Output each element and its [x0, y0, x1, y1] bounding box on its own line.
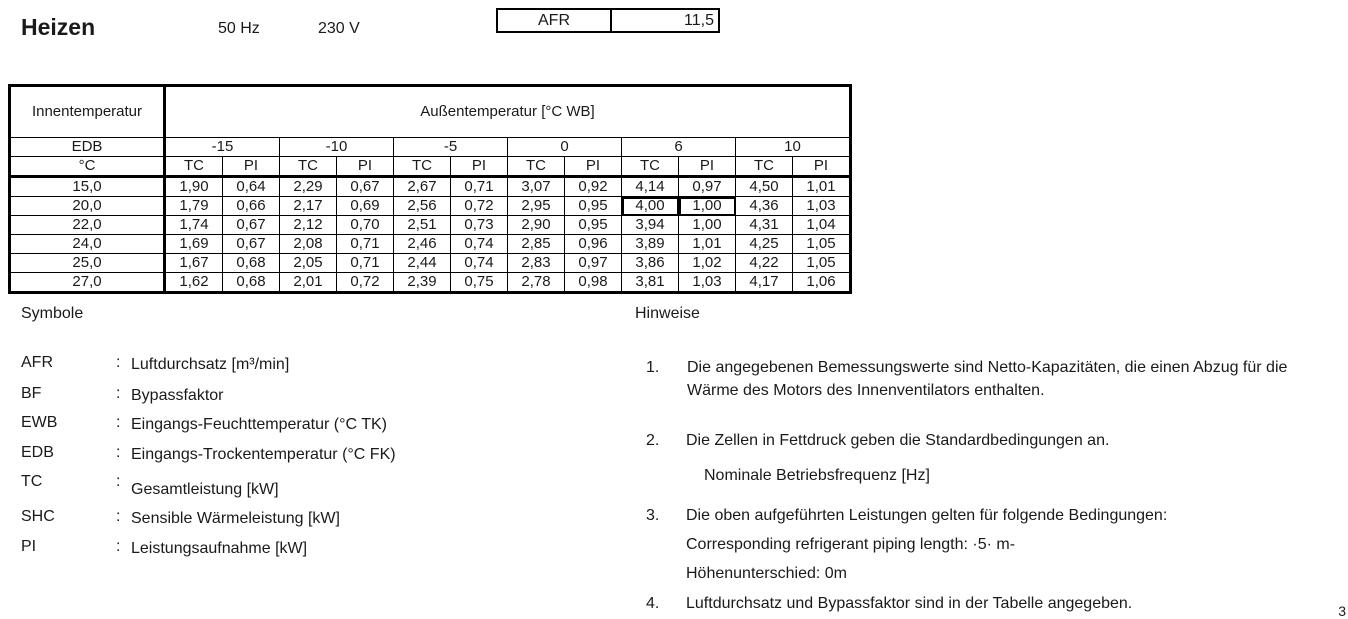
symbol-colon: :: [116, 414, 121, 431]
tc-cell: 2,95: [508, 197, 565, 216]
pi-cell: 0,98: [565, 273, 622, 293]
note-2-text: Die Zellen in Fettdruck geben die Standardbedingungen an.: [686, 432, 1110, 449]
symbol-description: Leistungsaufnahme [kW]: [131, 540, 308, 557]
note-1-number: 1.: [646, 359, 660, 376]
tc-cell: 4,14: [622, 177, 679, 197]
symbol-colon: :: [116, 354, 121, 371]
pi-cell: 0,97: [679, 177, 736, 197]
pi-cell: 0,70: [337, 216, 394, 235]
pi-cell: 0,73: [451, 216, 508, 235]
tc-cell: 2,44: [394, 254, 451, 273]
tc-cell: 1,79: [165, 197, 223, 216]
tc-cell: 2,01: [280, 273, 337, 293]
symbol-abbr: TC: [21, 473, 43, 490]
pi-cell: 0,96: [565, 235, 622, 254]
pi-cell: 0,71: [337, 235, 394, 254]
tc-cell: 4,17: [736, 273, 793, 293]
tc-cell: 1,69: [165, 235, 223, 254]
notes-heading: Hinweise: [635, 305, 700, 322]
tc-cell: 4,50: [736, 177, 793, 197]
note-2-sub: Nominale Betriebsfrequenz [Hz]: [704, 467, 930, 484]
unit-label: °C: [10, 157, 165, 177]
tc-cell: 1,62: [165, 273, 223, 293]
symbol-description: Gesamtleistung [kW]: [131, 481, 279, 498]
tc-cell: 3,86: [622, 254, 679, 273]
pi-cell: 1,00: [679, 216, 736, 235]
table-row: [10, 273, 851, 293]
pi-cell: 0,67: [223, 235, 280, 254]
pi-cell: 0,95: [565, 197, 622, 216]
temp-group-header: -15: [165, 138, 280, 157]
pi-cell: 1,05: [793, 235, 851, 254]
row-temp: 22,0: [10, 216, 165, 235]
row-temp: 25,0: [10, 254, 165, 273]
afr-label: AFR: [498, 10, 612, 31]
temp-group-header: 0: [508, 138, 622, 157]
symbol-abbr: PI: [21, 538, 37, 555]
pi-cell: 0,72: [451, 197, 508, 216]
symbol-description: Luftdurchsatz [m³/min]: [131, 356, 290, 373]
tc-cell: 2,56: [394, 197, 451, 216]
temp-group-header: 6: [622, 138, 736, 157]
pi-cell: 0,68: [223, 254, 280, 273]
pi-cell: 0,71: [451, 177, 508, 197]
tc-cell: 4,00: [622, 197, 679, 216]
note-1-line-1: Die angegebenen Bemessungswerte sind Netto-Kapazitäten, die einen Abzug für die: [687, 359, 1288, 376]
pi-cell: 1,00: [679, 197, 736, 216]
tc-cell: 2,17: [280, 197, 337, 216]
page-title: Heizen: [21, 14, 96, 40]
tc-cell: 3,81: [622, 273, 679, 293]
pi-column-header: PI: [337, 157, 394, 177]
tc-column-header: TC: [165, 157, 223, 177]
pi-cell: 1,04: [793, 216, 851, 235]
row-temp: 15,0: [10, 177, 165, 197]
table-row: [10, 216, 851, 235]
note-3-number: 3.: [646, 507, 660, 524]
pi-cell: 0,95: [565, 216, 622, 235]
symbol-colon: :: [116, 444, 121, 461]
tc-cell: 1,74: [165, 216, 223, 235]
tc-cell: 3,07: [508, 177, 565, 197]
pi-cell: 0,97: [565, 254, 622, 273]
symbol-description: Eingangs-Feuchttemperatur (°C TK): [131, 416, 387, 433]
tc-cell: 2,08: [280, 235, 337, 254]
symbol-abbr: SHC: [21, 508, 55, 525]
page-number: 3: [1338, 603, 1346, 619]
frequency-label: 50 Hz: [218, 20, 260, 37]
row-temp: 27,0: [10, 273, 165, 293]
tc-cell: 2,83: [508, 254, 565, 273]
symbol-colon: :: [116, 538, 121, 555]
tc-cell: 2,51: [394, 216, 451, 235]
temp-group-header: 10: [736, 138, 851, 157]
table-row: [10, 254, 851, 273]
row-temp: 20,0: [10, 197, 165, 216]
pi-cell: 0,74: [451, 235, 508, 254]
symbol-description: Eingangs-Trockentemperatur (°C FK): [131, 446, 396, 463]
pi-column-header: PI: [679, 157, 736, 177]
table-row: [10, 197, 851, 216]
pi-cell: 0,75: [451, 273, 508, 293]
tc-cell: 3,94: [622, 216, 679, 235]
afr-box: [496, 8, 720, 33]
pi-cell: 1,06: [793, 273, 851, 293]
note-3-sub-1: Corresponding refrigerant piping length: ·5· m-: [686, 536, 1016, 553]
tc-column-header: TC: [736, 157, 793, 177]
pi-cell: 0,68: [223, 273, 280, 293]
tc-cell: 2,90: [508, 216, 565, 235]
symbols-heading: Symbole: [21, 305, 84, 322]
note-3-text: Die oben aufgeführten Leistungen gelten für folgende Bedingungen:: [686, 507, 1168, 524]
edb-label: EDB: [10, 138, 165, 157]
tc-cell: 2,85: [508, 235, 565, 254]
tc-cell: 4,31: [736, 216, 793, 235]
tc-cell: 1,67: [165, 254, 223, 273]
tc-cell: 3,89: [622, 235, 679, 254]
tc-cell: 1,90: [165, 177, 223, 197]
tc-cell: 4,36: [736, 197, 793, 216]
tc-cell: 4,25: [736, 235, 793, 254]
symbol-description: Bypassfaktor: [131, 387, 224, 404]
pi-cell: 1,05: [793, 254, 851, 273]
symbol-colon: :: [116, 473, 121, 490]
pi-cell: 0,66: [223, 197, 280, 216]
pi-cell: 1,02: [679, 254, 736, 273]
outer-temp-header: Außentemperatur [°C WB]: [165, 86, 851, 138]
pi-cell: 1,03: [793, 197, 851, 216]
tc-cell: 2,29: [280, 177, 337, 197]
pi-cell: 0,92: [565, 177, 622, 197]
pi-column-header: PI: [223, 157, 280, 177]
temp-group-header: -5: [394, 138, 508, 157]
capacity-table: [8, 84, 852, 294]
symbol-colon: :: [116, 508, 121, 525]
tc-cell: 2,67: [394, 177, 451, 197]
note-4-number: 4.: [646, 595, 660, 612]
inner-temp-header: Innentemperatur: [10, 86, 165, 138]
row-temp: 24,0: [10, 235, 165, 254]
pi-cell: 0,72: [337, 273, 394, 293]
table-row: [10, 177, 851, 197]
pi-column-header: PI: [793, 157, 851, 177]
symbol-description: Sensible Wärmeleistung [kW]: [131, 510, 340, 527]
pi-cell: 0,69: [337, 197, 394, 216]
note-4-text: Luftdurchsatz und Bypassfaktor sind in der Tabelle angegeben.: [686, 595, 1133, 612]
afr-value: 11,5: [684, 12, 714, 29]
voltage-label: 230 V: [318, 20, 360, 37]
pi-cell: 1,01: [679, 235, 736, 254]
symbol-colon: :: [116, 385, 121, 402]
pi-cell: 0,64: [223, 177, 280, 197]
temp-group-header: -10: [280, 138, 394, 157]
tc-cell: 2,39: [394, 273, 451, 293]
pi-cell: 0,74: [451, 254, 508, 273]
pi-column-header: PI: [565, 157, 622, 177]
pi-cell: 0,67: [337, 177, 394, 197]
symbol-abbr: EDB: [21, 444, 54, 461]
tc-cell: 2,78: [508, 273, 565, 293]
tc-column-header: TC: [394, 157, 451, 177]
pi-cell: 0,71: [337, 254, 394, 273]
pi-column-header: PI: [451, 157, 508, 177]
tc-column-header: TC: [622, 157, 679, 177]
symbol-abbr: AFR: [21, 354, 53, 371]
note-3-sub-2: Höhenunterschied: 0m: [686, 565, 847, 582]
tc-cell: 2,12: [280, 216, 337, 235]
tc-column-header: TC: [280, 157, 337, 177]
symbol-abbr: EWB: [21, 414, 58, 431]
note-1-line-2: Wärme des Motors des Innenventilators enthalten.: [687, 382, 1045, 399]
pi-cell: 0,67: [223, 216, 280, 235]
symbol-abbr: BF: [21, 385, 42, 402]
note-2-number: 2.: [646, 432, 660, 449]
pi-cell: 1,01: [793, 177, 851, 197]
tc-column-header: TC: [508, 157, 565, 177]
table-row: [10, 235, 851, 254]
tc-cell: 2,05: [280, 254, 337, 273]
tc-cell: 4,22: [736, 254, 793, 273]
tc-cell: 2,46: [394, 235, 451, 254]
pi-cell: 1,03: [679, 273, 736, 293]
